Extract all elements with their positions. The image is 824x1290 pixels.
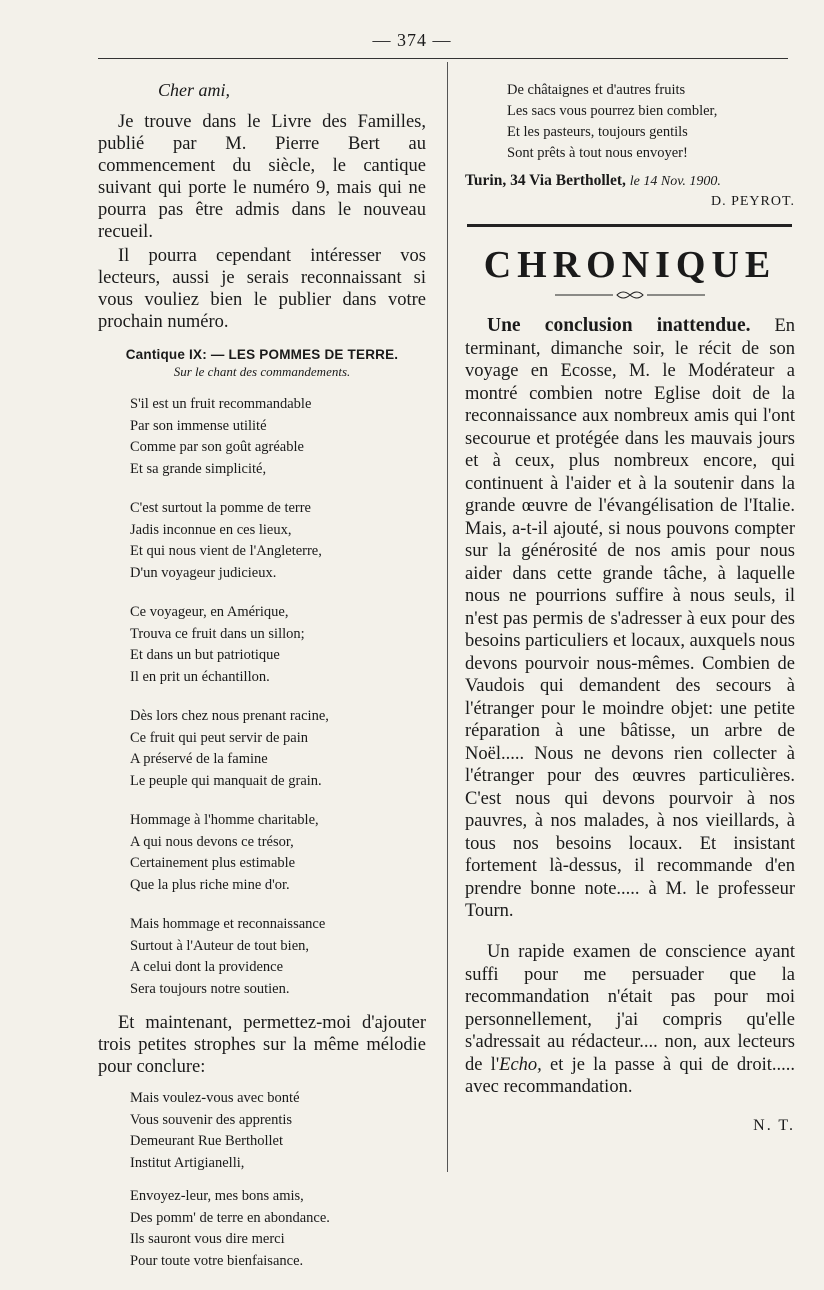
letter-author: D. PEYROT.: [710, 194, 795, 209]
verse-line: Et sa grande simplicité,: [130, 460, 267, 477]
letter-paragraph-3: Et maintenant, permettez-moi d'ajouter trois petites strophes sur la même mélodie pour conclure:: [98, 1013, 426, 1077]
verse-line: Trouva ce fruit dans un sillon;: [130, 625, 305, 642]
chronique-body-b: et je la passe à qui de droit..... avec recommandation.: [465, 1054, 795, 1097]
verse-line: A celui dont la providence: [130, 959, 284, 975]
place: Turin, 34 Via Berthollet,: [465, 172, 626, 189]
verse-line: Des pomm' de terre en abondance.: [130, 1209, 330, 1226]
salutation: Cher ami,: [158, 80, 230, 100]
stanza: [130, 498, 426, 584]
verse-line: Les sacs vous pourrez bien combler,: [507, 103, 718, 119]
verse-line: Jadis inconnue en ces lieux,: [130, 521, 292, 538]
stanza: [130, 394, 426, 480]
verse-line: Surtout à l'Auteur de tout bien,: [130, 937, 309, 954]
verse-line: Il en prit un échantillon.: [130, 668, 270, 685]
chronique-paragraph-2: [465, 941, 795, 1099]
verse-line: Par son immense utilité: [130, 417, 267, 434]
column-divider: [447, 62, 448, 1172]
verse-line: C'est surtout la pomme de terre: [130, 500, 311, 516]
cantique-subtitle: Sur le chant des commandements.: [173, 364, 351, 379]
verse-line: Pour toute votre bienfaisance.: [130, 1252, 304, 1269]
letter-paragraph-1: Je trouve dans le Livre des Familles, publié par M. Pierre Bert au commencement du siècle, le cantique suivant qui porte le numéro 9, mais qui ne pourra pas être admis dans le nouveau recueil.: [98, 112, 426, 242]
verse-line: Et dans un but patriotique: [130, 647, 280, 663]
right-column: [465, 80, 795, 1135]
verse-line: Comme par son goût agréable: [130, 439, 304, 455]
verse-line: Institut Artigianelli,: [130, 1154, 245, 1171]
verse-line: Dès lors chez nous prenant racine,: [130, 708, 329, 724]
added-stanzas: [98, 1088, 426, 1272]
verse-line: Mais hommage et reconnaissance: [130, 916, 326, 932]
verse-line: Vous souvenir des apprentis: [130, 1111, 293, 1128]
verse-line: Demeurant Rue Berthollet: [130, 1133, 284, 1149]
verse-line: S'il est un fruit recommandable: [130, 396, 312, 412]
header-rule: [98, 58, 788, 59]
stanza: [130, 1088, 426, 1174]
verse-line: D'un voyageur judicieux.: [130, 564, 277, 581]
stanza: [130, 914, 426, 1000]
closing-stanza: [507, 80, 795, 164]
verse-line: Mais voulez-vous avec bonté: [130, 1090, 300, 1106]
chronique-initials: N. T.: [753, 1117, 795, 1134]
chronique-body-a: Un rapide examen de conscience ayant suffi pour me persuader que la recommandation n'était pas pour moi personnellement, j'ai compris qu'elle s'adressait au rédacteur.... non, aux lecteurs de l': [465, 942, 795, 1075]
ornament-icon: [555, 289, 705, 301]
section-rule: [467, 224, 792, 227]
echo-title: Echo,: [499, 1054, 542, 1075]
verse-line: A préservé de la famine: [130, 751, 268, 767]
page-number: — 374 —: [372, 30, 452, 50]
letter-paragraph-2: Il pourra cependant intéresser vos lecteurs, aussi je serais reconnaissant si vous vouliez bien le publier dans votre prochain numéro.: [98, 246, 426, 332]
verse-line: Et qui nous vient de l'Angleterre,: [130, 543, 322, 559]
chronique-paragraph-1: [465, 315, 795, 923]
chronique-body: En terminant, dimanche soir, le récit de son voyage en Ecosse, M. le Modérateur a montré combien notre Eglise doit de la reconnaissance aux nombreux amis qui l'ont secourue et protégée dans les mauvais jours et à ceux, plus nombreux encore, qui continuent à l'aider et à la soutenir dans la grande œuvre de l'évangélisation de l'Italie. Mais, a-t-il ajouté, si nous pouvons compter sur la générosité de nos amis pour nous aider dans cette grande tâche, à laquelle nous ne pourrions suffire à nous seuls, il n'est pas permis de s'adresser à eux pour des besoins particuliers et locaux, auxquels nous devons pourvoir nous-mêmes. Combien de Vaudois qui demandent des secours à l'étranger pour le moindre objet: une petite réparation à une bâtisse, un arbre de Noël..... Nous ne devons rien collecter à l'étranger pour des œuvres particulières. C'est nous qui devons pourvoir à nos pauvres, à nos malades, à nos vieillards, à tous nos besoins locaux. Et insistant fortement là-dessus, il recommande d'en prendre bonne note..... à M. le professeur Tourn.: [465, 316, 795, 921]
date: le 14 Nov. 1900.: [629, 174, 721, 189]
verse-line: Et les pasteurs, toujours gentils: [507, 124, 688, 140]
verse-line: Ce voyageur, en Amérique,: [130, 604, 289, 620]
verse-line: Sera toujours notre soutien.: [130, 980, 290, 997]
verse-line: Hommage à l'homme charitable,: [130, 812, 319, 828]
verse-line: Sont prêts à tout nous envoyer!: [507, 145, 688, 161]
verse-line: Ce fruit qui peut servir de pain: [130, 729, 308, 746]
verse-line: Certainement plus estimable: [130, 855, 296, 871]
letter-place-date: [465, 172, 795, 190]
stanza: [130, 810, 426, 896]
verse-line: De châtaignes et d'autres fruits: [507, 82, 686, 98]
chronique-headline: Une conclusion inattendue.: [487, 315, 751, 336]
left-column: [98, 80, 426, 1290]
cantique-stanzas: [98, 394, 426, 1000]
verse-line: A qui nous devons ce trésor,: [130, 833, 294, 850]
stanza: [130, 1186, 426, 1272]
verse-line: Que la plus riche mine d'or.: [130, 876, 290, 893]
verse-line: Ils sauront vous dire merci: [130, 1231, 285, 1247]
verse-line: Envoyez-leur, mes bons amis,: [130, 1188, 304, 1204]
stanza: [130, 602, 426, 688]
verse-line: Le peuple qui manquait de grain.: [130, 772, 322, 789]
section-title: CHRONIQUE: [483, 244, 777, 286]
stanza: [130, 706, 426, 792]
cantique-title: Cantique IX: — LES POMMES DE TERRE.: [125, 347, 399, 362]
